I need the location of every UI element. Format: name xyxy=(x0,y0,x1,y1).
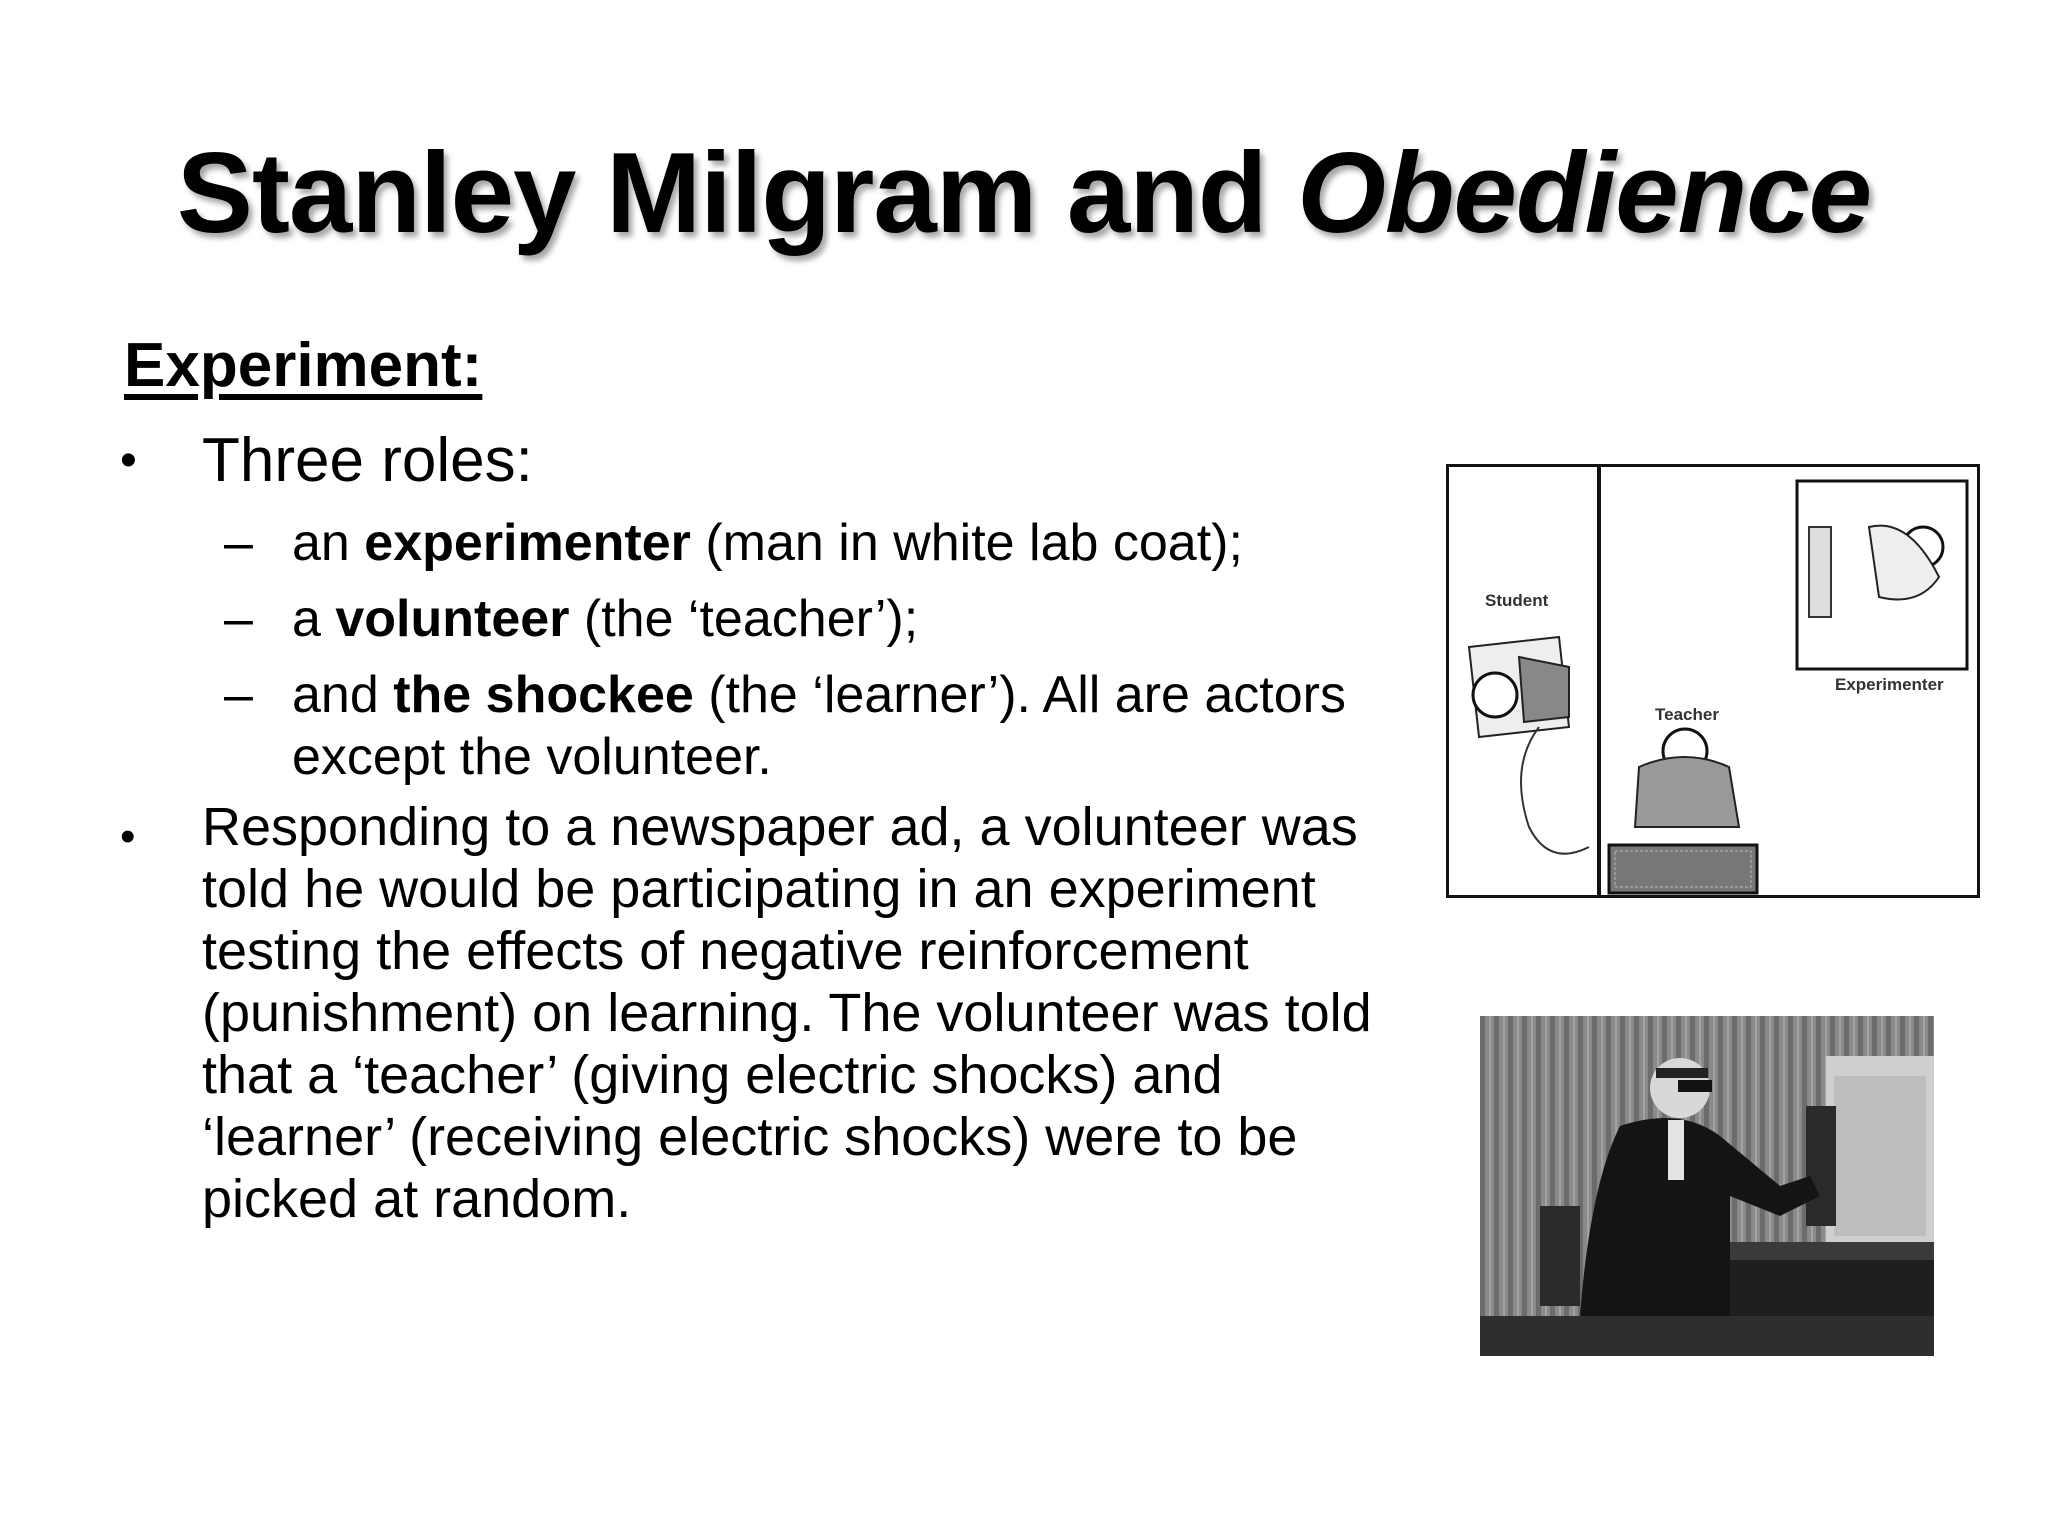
title-plain: Stanley Milgram and xyxy=(176,130,1298,257)
dash-icon: – xyxy=(224,666,253,724)
label-teacher: Teacher xyxy=(1655,705,1719,724)
photo-drawing xyxy=(1480,1016,1934,1356)
description-text: Responding to a newspaper ad, a volunteer was told he would be participating in an experiment testing the effects of negative reinforcement (punishment) on learning. The volunteer was told that a ‘teacher’ (giving electric shocks) and ‘learner’ (receiving electric shocks) were to be picked at random. xyxy=(202,797,1372,1229)
dash-icon: – xyxy=(224,514,253,572)
milgram-photo-image xyxy=(1480,1016,1934,1356)
role-desc: (the ‘teacher’); xyxy=(569,590,919,648)
section-heading: Experiment: xyxy=(124,331,483,400)
role-desc: (man in white lab coat); xyxy=(690,514,1243,572)
bullet-text: Three roles: xyxy=(202,426,533,495)
role-name: experimenter xyxy=(364,514,691,572)
bullet-icon: • xyxy=(120,812,136,861)
slide-title xyxy=(0,128,2048,259)
role-prefix: and xyxy=(292,666,394,724)
role-name: volunteer xyxy=(335,590,570,648)
title-italic: Obedience xyxy=(1297,130,1872,257)
bullet-icon: • xyxy=(120,434,137,487)
role-prefix: an xyxy=(292,514,365,572)
role-desc: (the ‘learner’). All are actors except the volunteer. xyxy=(292,666,1346,786)
experiment-diagram-image xyxy=(1446,464,1980,898)
dash-icon: – xyxy=(224,590,253,648)
role-name: the shockee xyxy=(393,666,694,724)
role-prefix: a xyxy=(292,590,336,648)
label-experimenter: Experimenter xyxy=(1835,675,1944,694)
label-student: Student xyxy=(1485,591,1549,610)
